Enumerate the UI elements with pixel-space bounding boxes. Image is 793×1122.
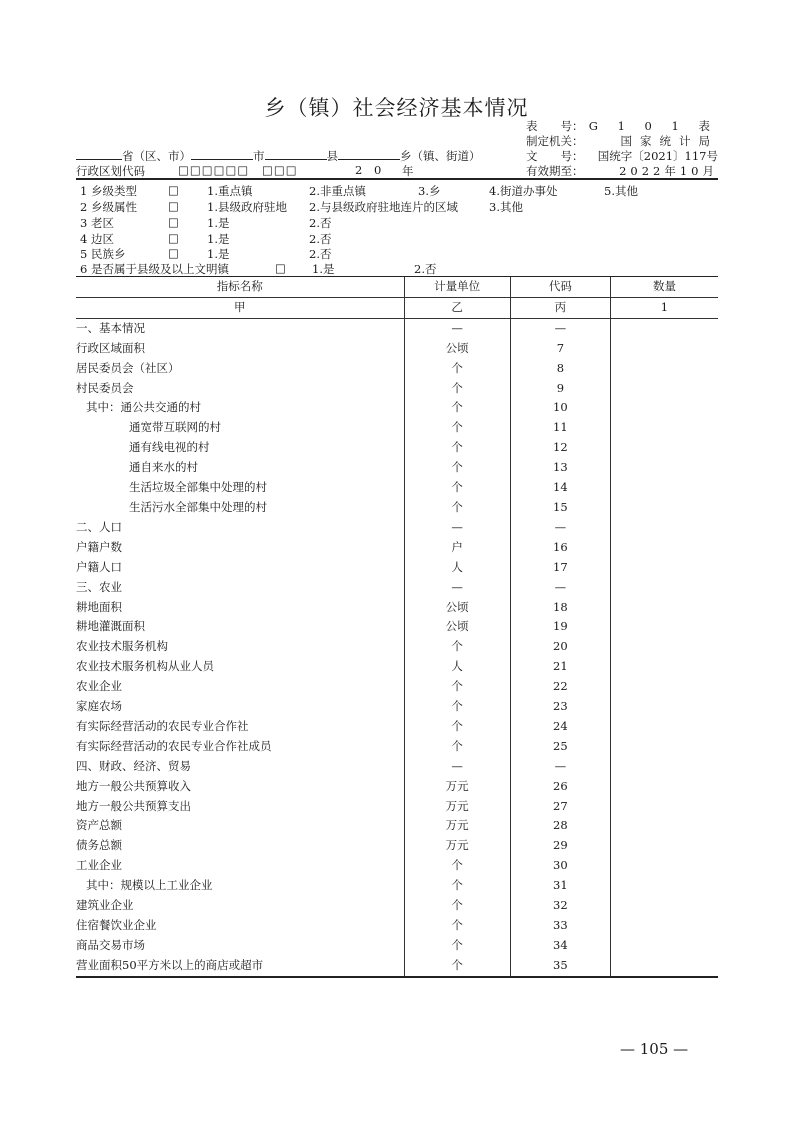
unit-cell: 万元	[404, 777, 510, 797]
attr-label: 2 乡级属性	[80, 200, 137, 214]
page-number: — 105 —	[620, 1040, 689, 1058]
quantity-cell[interactable]	[610, 339, 718, 359]
table-row	[76, 936, 718, 956]
table-row	[76, 339, 718, 359]
indicator-name: 农业技术服务机构	[76, 637, 404, 657]
code-cell: 19	[510, 617, 610, 637]
meta-table-no	[526, 118, 718, 134]
province-label: 省（区、市）	[122, 149, 191, 163]
table-row	[76, 697, 718, 717]
subheader-code: 丙	[510, 297, 610, 318]
quantity-cell[interactable]	[610, 438, 718, 458]
indicator-name: 户籍户数	[76, 538, 404, 558]
table-row	[76, 438, 718, 458]
indicator-name: 建筑业企业	[76, 896, 404, 916]
attr-label: 6 是否属于县级及以上文明镇	[80, 262, 229, 276]
unit-cell: 人	[404, 558, 510, 578]
attr-option: 1.是	[207, 216, 230, 230]
attr-option: 2.否	[309, 232, 332, 246]
quantity-cell[interactable]	[610, 598, 718, 618]
unit-cell: 个	[404, 359, 510, 379]
attr-label: 5 民族乡	[80, 247, 126, 261]
indicator-name: 通宽带互联网的村	[76, 418, 404, 438]
quantity-cell[interactable]	[610, 896, 718, 916]
unit-cell: —	[404, 318, 510, 338]
unit-cell: 个	[404, 936, 510, 956]
quantity-cell[interactable]	[610, 777, 718, 797]
code-cell: 33	[510, 916, 610, 936]
code-cell: —	[510, 578, 610, 598]
attr-checkbox[interactable]: □	[168, 246, 179, 260]
quantity-cell[interactable]	[610, 876, 718, 896]
code-cell: 32	[510, 896, 610, 916]
quantity-cell[interactable]	[610, 478, 718, 498]
code-cell: 10	[510, 398, 610, 418]
meta-valid-label: 有效期至：	[526, 164, 584, 178]
code-boxes-2[interactable]: □□□	[262, 163, 298, 177]
code-cell: 20	[510, 637, 610, 657]
table-row	[76, 478, 718, 498]
code-cell: 7	[510, 339, 610, 359]
attr-option: 1.是	[207, 232, 230, 246]
code-cell: 14	[510, 478, 610, 498]
code-cell: 22	[510, 677, 610, 697]
page-title: 乡（镇）社会经济基本情况	[264, 96, 529, 120]
table-row	[76, 578, 718, 598]
quantity-cell[interactable]	[610, 458, 718, 478]
unit-cell: 个	[404, 737, 510, 757]
unit-cell: 公顷	[404, 598, 510, 618]
quantity-cell[interactable]	[610, 518, 718, 538]
indicator-name: 村民委员会	[76, 379, 404, 399]
subheader-quantity: 1	[610, 297, 718, 318]
code-cell: 25	[510, 737, 610, 757]
quantity-cell[interactable]	[610, 578, 718, 598]
code-cell: —	[510, 757, 610, 777]
indicator-name: 其中：规模以上工业企业	[76, 876, 404, 896]
table-row	[76, 836, 718, 856]
table-row	[76, 538, 718, 558]
unit-cell: 万元	[404, 797, 510, 817]
table-row	[76, 637, 718, 657]
indicator-name: 工业企业	[76, 856, 404, 876]
quantity-cell[interactable]	[610, 657, 718, 677]
quantity-cell[interactable]	[610, 677, 718, 697]
attr-option: 2.非重点镇	[309, 184, 366, 198]
meta-authority-value: 国家统计局	[620, 134, 718, 148]
code-cell: 27	[510, 797, 610, 817]
meta-table-no-label: 表 号：	[526, 119, 584, 133]
indicator-table	[76, 277, 718, 978]
table-row	[76, 677, 718, 697]
table-row	[76, 657, 718, 677]
attr-label: 4 边区	[80, 232, 114, 246]
attr-checkbox[interactable]: □	[168, 183, 179, 197]
attr-checkbox[interactable]: □	[168, 199, 179, 213]
attr-option: 1.是	[312, 262, 335, 276]
code-cell: 35	[510, 956, 610, 977]
quantity-cell[interactable]	[610, 637, 718, 657]
region-line	[76, 147, 481, 164]
quantity-cell[interactable]	[610, 498, 718, 518]
attr-checkbox[interactable]: □	[168, 215, 179, 229]
county-blank[interactable]	[265, 147, 327, 160]
table-row	[76, 757, 718, 777]
quantity-cell[interactable]	[610, 418, 718, 438]
attr-option: 1.县级政府驻地	[207, 200, 287, 214]
attr-option: 1.是	[207, 247, 230, 261]
quantity-cell[interactable]	[610, 538, 718, 558]
year-prefix: 2 0	[355, 163, 386, 177]
unit-cell: —	[404, 757, 510, 777]
table-row	[76, 816, 718, 836]
city-blank[interactable]	[191, 147, 253, 160]
code-cell: 13	[510, 458, 610, 478]
indicator-name: 二、人口	[76, 518, 404, 538]
attr-checkbox[interactable]: □	[168, 231, 179, 245]
unit-cell: —	[404, 578, 510, 598]
table-subheader-row	[76, 297, 718, 318]
indicator-name: 通自来水的村	[76, 458, 404, 478]
unit-cell: 个	[404, 379, 510, 399]
attr-label: 1 乡级类型	[80, 184, 137, 198]
attr-option: 3.其他	[489, 200, 523, 214]
unit-cell: 个	[404, 896, 510, 916]
attr-option: 5.其他	[604, 184, 638, 198]
table-row	[76, 398, 718, 418]
quantity-cell[interactable]	[610, 757, 718, 777]
indicator-name: 耕地面积	[76, 598, 404, 618]
quantity-cell[interactable]	[610, 717, 718, 737]
indicator-name: 有实际经营活动的农民专业合作社	[76, 717, 404, 737]
attr-label: 3 老区	[80, 216, 114, 230]
table-row	[76, 379, 718, 399]
meta-valid-value: 2022年10月	[619, 164, 718, 178]
unit-cell: 个	[404, 478, 510, 498]
unit-cell: 公顷	[404, 617, 510, 637]
code-cell: —	[510, 518, 610, 538]
unit-cell: 万元	[404, 816, 510, 836]
table-row	[76, 896, 718, 916]
indicator-name: 地方一般公共预算支出	[76, 797, 404, 817]
unit-cell: 个	[404, 717, 510, 737]
quantity-cell[interactable]	[610, 816, 718, 836]
indicator-name: 耕地灌溉面积	[76, 617, 404, 637]
unit-cell: 个	[404, 498, 510, 518]
table-row	[76, 876, 718, 896]
meta-doc-no-value: 国统字〔2021〕117号	[597, 149, 718, 163]
table-row	[76, 737, 718, 757]
town-blank[interactable]	[338, 147, 400, 160]
table-row	[76, 916, 718, 936]
attr-option: 2.否	[414, 262, 437, 276]
table-row	[76, 518, 718, 538]
attr-row-5	[80, 246, 720, 262]
city-label: 市	[253, 149, 265, 163]
quantity-cell[interactable]	[610, 558, 718, 578]
attr-row-6	[80, 261, 720, 277]
code-cell: 18	[510, 598, 610, 618]
quantity-cell[interactable]	[610, 836, 718, 856]
unit-cell: 户	[404, 538, 510, 558]
indicator-name: 四、财政、经济、贸易	[76, 757, 404, 777]
year-suffix: 年	[402, 164, 414, 178]
table-row	[76, 956, 718, 977]
quantity-cell[interactable]	[610, 936, 718, 956]
unit-cell: 个	[404, 677, 510, 697]
code-cell: 24	[510, 717, 610, 737]
attr-option: 2.与县级政府驻地连片的区域	[309, 200, 458, 214]
unit-cell: 个	[404, 438, 510, 458]
county-label: 县	[326, 149, 338, 163]
table-row	[76, 458, 718, 478]
indicator-name: 行政区域面积	[76, 339, 404, 359]
code-cell: 30	[510, 856, 610, 876]
table-header-row	[76, 277, 718, 297]
table-row	[76, 717, 718, 737]
code-row-label: 行政区划代码	[76, 164, 145, 178]
code-cell: 29	[510, 836, 610, 856]
indicator-name: 地方一般公共预算收入	[76, 777, 404, 797]
quantity-cell[interactable]	[610, 398, 718, 418]
table-row	[76, 558, 718, 578]
indicator-name: 住宿餐饮业企业	[76, 916, 404, 936]
attr-option: 2.否	[309, 216, 332, 230]
attr-checkbox[interactable]: □	[275, 261, 286, 275]
attr-option: 3.乡	[418, 184, 441, 198]
attr-option: 2.否	[309, 247, 332, 261]
quantity-cell[interactable]	[610, 318, 718, 338]
code-cell: 23	[510, 697, 610, 717]
meta-authority	[526, 133, 718, 149]
table-row	[76, 418, 718, 438]
unit-cell: 个	[404, 637, 510, 657]
province-blank[interactable]	[76, 147, 122, 160]
unit-cell: 公顷	[404, 339, 510, 359]
town-label: 乡（镇、街道）	[400, 149, 481, 163]
attr-option: 4.街道办事处	[489, 184, 558, 198]
header-divider	[76, 178, 718, 180]
meta-authority-label: 制定机关：	[526, 134, 584, 148]
table-row	[76, 777, 718, 797]
header-indicator: 指标名称	[76, 277, 404, 297]
meta-doc-no-label: 文 号：	[526, 149, 584, 163]
unit-cell: 个	[404, 398, 510, 418]
code-cell: 26	[510, 777, 610, 797]
unit-cell: 个	[404, 876, 510, 896]
indicator-name: 农业技术服务机构从业人员	[76, 657, 404, 677]
meta-doc-no	[526, 148, 718, 164]
indicator-name: 有实际经营活动的农民专业合作社成员	[76, 737, 404, 757]
header-unit: 计量单位	[404, 277, 510, 297]
table-row	[76, 498, 718, 518]
code-boxes-1[interactable]: □□□□□□	[178, 163, 250, 177]
header-code: 代码	[510, 277, 610, 297]
indicator-name: 资产总额	[76, 816, 404, 836]
code-cell: 12	[510, 438, 610, 458]
unit-cell: —	[404, 518, 510, 538]
code-cell: 31	[510, 876, 610, 896]
unit-cell: 个	[404, 697, 510, 717]
attr-row-3	[80, 215, 720, 231]
indicator-name: 家庭农场	[76, 697, 404, 717]
code-cell: 8	[510, 359, 610, 379]
code-cell: 15	[510, 498, 610, 518]
unit-cell: 个	[404, 418, 510, 438]
table-row	[76, 856, 718, 876]
attr-row-2	[80, 199, 720, 215]
unit-cell: 个	[404, 856, 510, 876]
subheader-indicator: 甲	[76, 297, 404, 318]
table-row	[76, 797, 718, 817]
unit-cell: 人	[404, 657, 510, 677]
unit-cell: 个	[404, 458, 510, 478]
indicator-name: 农业企业	[76, 677, 404, 697]
indicator-name: 其中：通公共交通的村	[76, 398, 404, 418]
code-cell: 28	[510, 816, 610, 836]
quantity-cell[interactable]	[610, 797, 718, 817]
quantity-cell[interactable]	[610, 617, 718, 637]
indicator-name: 户籍人口	[76, 558, 404, 578]
meta-valid	[526, 163, 718, 179]
quantity-cell[interactable]	[610, 856, 718, 876]
indicator-name: 通有线电视的村	[76, 438, 404, 458]
indicator-name: 营业面积50平方米以上的商店或超市	[76, 956, 404, 977]
attr-option: 1.重点镇	[207, 184, 253, 198]
table-row	[76, 598, 718, 618]
attr-row-1	[80, 183, 720, 199]
code-cell: —	[510, 318, 610, 338]
indicator-name: 生活污水全部集中处理的村	[76, 498, 404, 518]
indicator-name: 债务总额	[76, 836, 404, 856]
quantity-cell[interactable]	[610, 916, 718, 936]
indicator-name: 居民委员会（社区）	[76, 359, 404, 379]
attr-row-4	[80, 231, 720, 247]
quantity-cell[interactable]	[610, 359, 718, 379]
code-cell: 17	[510, 558, 610, 578]
unit-cell: 个	[404, 956, 510, 977]
code-cell: 21	[510, 657, 610, 677]
indicator-name: 三、农业	[76, 578, 404, 598]
table-row	[76, 617, 718, 637]
quantity-cell[interactable]	[610, 379, 718, 399]
quantity-cell[interactable]	[610, 956, 718, 977]
header-quantity: 数量	[610, 277, 718, 297]
indicator-name: 生活垃圾全部集中处理的村	[76, 478, 404, 498]
indicator-name: 商品交易市场	[76, 936, 404, 956]
code-cell: 11	[510, 418, 610, 438]
indicator-name: 一、基本情况	[76, 318, 404, 338]
table-row	[76, 359, 718, 379]
unit-cell: 个	[404, 916, 510, 936]
quantity-cell[interactable]	[610, 737, 718, 757]
code-cell: 16	[510, 538, 610, 558]
table-row	[76, 318, 718, 338]
code-cell: 34	[510, 936, 610, 956]
code-cell: 9	[510, 379, 610, 399]
meta-table-no-value: G 1 0 1 表	[588, 119, 718, 133]
quantity-cell[interactable]	[610, 697, 718, 717]
unit-cell: 万元	[404, 836, 510, 856]
subheader-unit: 乙	[404, 297, 510, 318]
